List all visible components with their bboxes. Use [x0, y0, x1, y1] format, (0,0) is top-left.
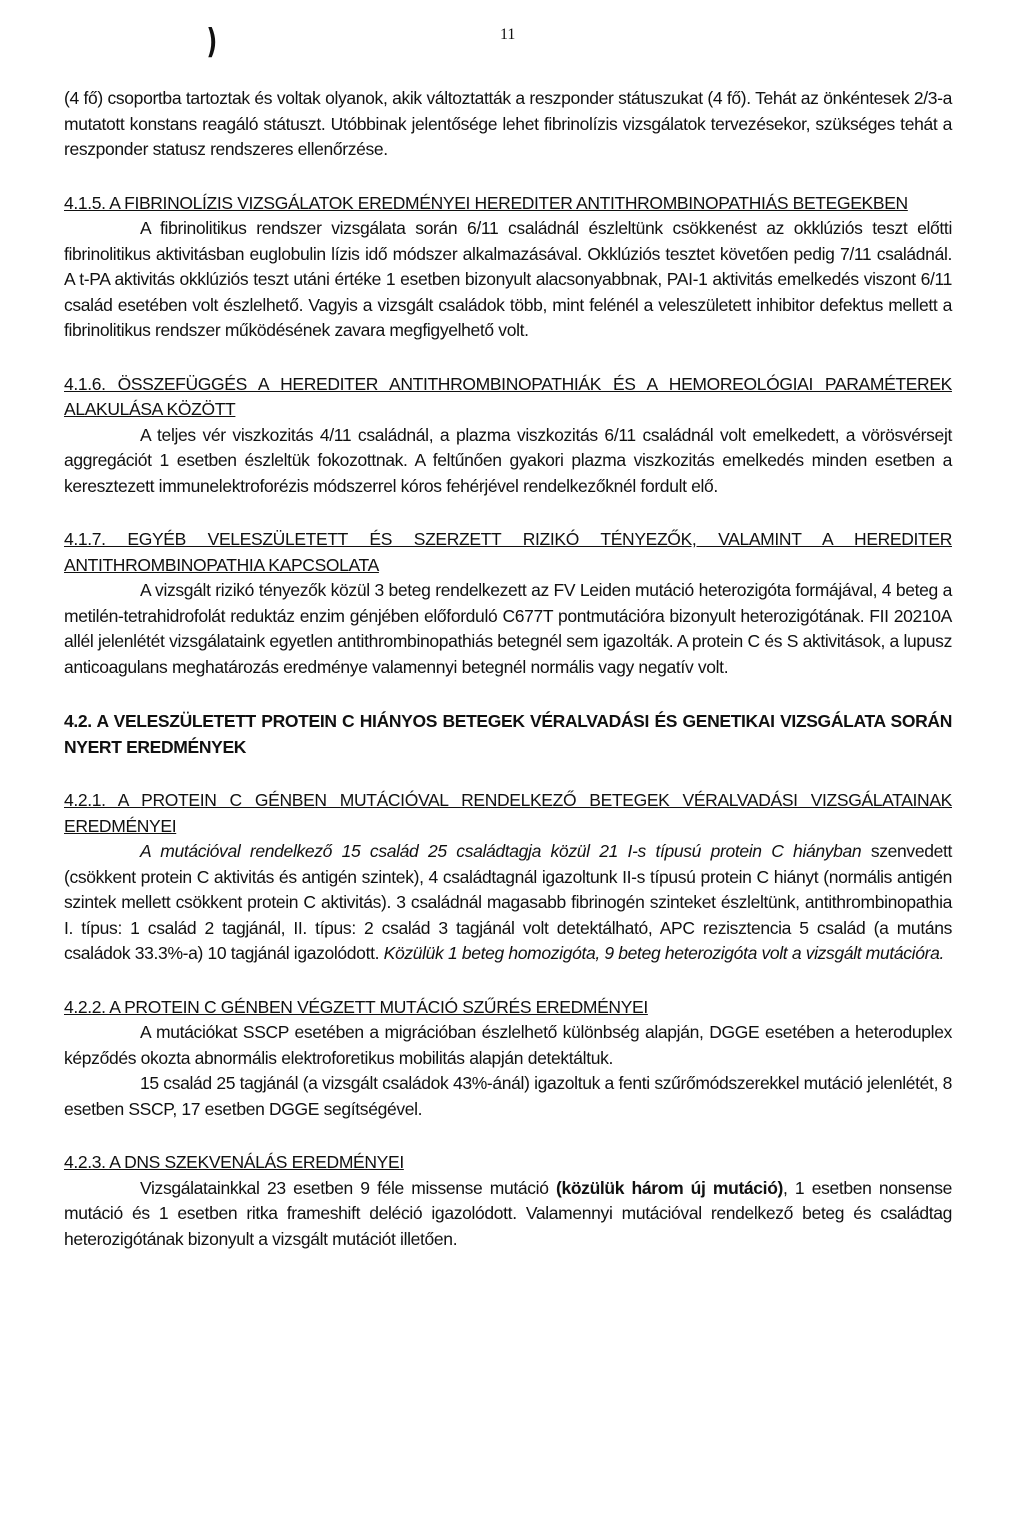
body-4-2-3-bold: (közülük három új mutáció) — [555, 1177, 784, 1198]
page-content — [64, 86, 952, 1252]
heading-4-2: 4.2. A VELESZÜLETETT PROTEIN C HIÁNYOS BETEGEK VÉRALVADÁSI ÉS GENETIKAI VIZSGÁLATA SORÁN NYERT EREDMÉNYEK — [64, 711, 952, 757]
body-4-2-2-first: A mutációkat SSCP esetében a migrációban észlelhető különbség alapján, DGGE esetében a heteroduplex képződés okozta abnormális elektroforetikus mobilitás alapján detektáltuk. — [64, 1022, 952, 1068]
body-4-2-3 — [64, 1176, 952, 1253]
heading-4-2-3: 4.2.3. A DNS SZEKVENÁLÁS EREDMÉNYEI — [64, 1152, 404, 1172]
body-4-2-3-text-b: , 1 esetben nonsense mutáció és 1 esetben ritka frameshift deléció igazolódott. Valamennyi mutációval rendelkező beteg és családtag heterozigótának bizonyult a vizsgált mutációt illetően. — [64, 1177, 952, 1249]
intro-paragraph: (4 fő) csoportba tartoztak és voltak olyanok, akik változtatták a reszponder státuszukat (4 fő). Tehát az önkéntesek 2/3-a mutatott konstans reagáló státuszt. Utóbbinak jelentősége lehet fibrinolízis vizsgálatok tervezésekor, szükséges tehát a reszponder statusz rendszeres ellenőrzése. — [64, 88, 952, 159]
heading-4-1-7: 4.1.7. EGYÉB VELESZÜLETETT ÉS SZERZETT RIZIKÓ TÉNYEZŐK, VALAMINT A HEREDITER ANTITHROMBINOPATHIA KAPCSOLATA — [64, 529, 952, 575]
body-4-1-6: A teljes vér viszkozitás 4/11 családnál, a plazma viszkozitás 6/11 családnál volt emelkedett, a vörösvérsejt aggregációt 1 esetben észleltük fokozottnak. A feltűnően gyakori plazma viszkozitás emelkedés minden esetben a keresztezett immunelektroforézis módszerrel kóros fehérjével rendelkezőknél fordult elő. — [64, 424, 952, 496]
body-4-2-2-second: 15 család 25 tagjánál (a vizsgált családok 43%-ánál) igazoltuk a fenti szűrőmódszerekkel mutáció jelenlétét, 8 esetben SSCP, 17 esetben DGGE segítségével. — [64, 1073, 952, 1119]
body-4-2-1-italic-end: Közülük 1 beteg homozigóta, 9 beteg heterozigóta volt a vizsgált mutációra. — [383, 943, 944, 963]
body-4-2-1-italic-start: A mutációval rendelkező 15 család 25 családtagja közül 21 I-s típusú protein C hiányban — [140, 841, 862, 861]
body-4-1-5: A fibrinolitikus rendszer vizsgálata során 6/11 családnál észleltünk csökkenést az okklúziós teszt előtti fibrinolitikus aktivitásban euglobulin lízis idő módszer alkalmazásával. Okklúziós tesztet követően pedig 7/11 családnál. A t-PA aktivitás okklúziós teszt utáni értéke 1 esetben bizonyult alacsonyabbnak, PAI-1 aktivitás emelkedés viszont 6/11 család esetében volt észlelhető. Vagyis a vizsgált családok több, mint felénél a veleszületett inhibitor defektus mellett a fibrinolitikus rendszer működésének zavara megfigyelhető volt. — [64, 218, 952, 340]
body-4-2-1 — [64, 839, 952, 967]
heading-4-1-6: 4.1.6. ÖSSZEFÜGGÉS A HEREDITER ANTITHROMBINOPATHIÁK ÉS A HEMOREOLÓGIAI PARAMÉTEREK ALAKULÁSA KÖZÖTT — [64, 373, 952, 419]
body-4-2-3-text-a: Vizsgálatainkkal 23 esetben 9 féle missense mutáció — [140, 1177, 556, 1198]
heading-4-2-1: 4.2.1. A PROTEIN C GÉNBEN MUTÁCIÓVAL RENDELKEZŐ BETEGEK VÉRALVADÁSI VIZSGÁLATAINAK EREDMÉNYEI — [64, 790, 952, 836]
heading-4-1-5: 4.1.5. A FIBRINOLÍZIS VIZSGÁLATOK EREDMÉNYEI HEREDITER ANTITHROMBINOPATHIÁS BETEGEKBEN — [64, 192, 908, 213]
body-4-1-7: A vizsgált rizikó tényezők közül 3 beteg rendelkezett az FV Leiden mutáció heterozigóta formájával, 4 beteg a metilén-tetrahidrofolát reduktáz enzim génjében előforduló C677T pontmutációra bizonyult heterozigótának. FII 20210A allél jelenlétét vizsgálataink egyetlen antithrombinopathiás betegnél sem igazolták. A protein C és S aktivitások, a lupusz anticoagulans meghatározás eredménye valamennyi betegnél normális vagy negatív volt. — [64, 580, 952, 677]
page-number: 11 — [500, 26, 516, 43]
body-4-2-1-text: szenvedett (csökkent protein C aktivitás és antigén szintek), 4 családtagnál igazoltunk II-s típusú protein C hiányt (normális antigén szintek mellett csökkent protein C aktivitás). 3 családnál magasabb fibrinogén szinteket észleltünk, antithrombinopathia I. típus: 1 család 2 tagjánál, II. típus: 2 család 3 tagjánál volt detektálható, APC rezisztencia 5 család (a mutáns családok 33.3%-a) 10 tagjánál igazolódott. — [64, 841, 952, 963]
document-page — [64, 0, 952, 1527]
scan-mark: ) — [206, 22, 218, 62]
heading-4-2-2: 4.2.2. A PROTEIN C GÉNBEN VÉGZETT MUTÁCIÓ SZŰRÉS EREDMÉNYEI — [64, 996, 648, 1017]
